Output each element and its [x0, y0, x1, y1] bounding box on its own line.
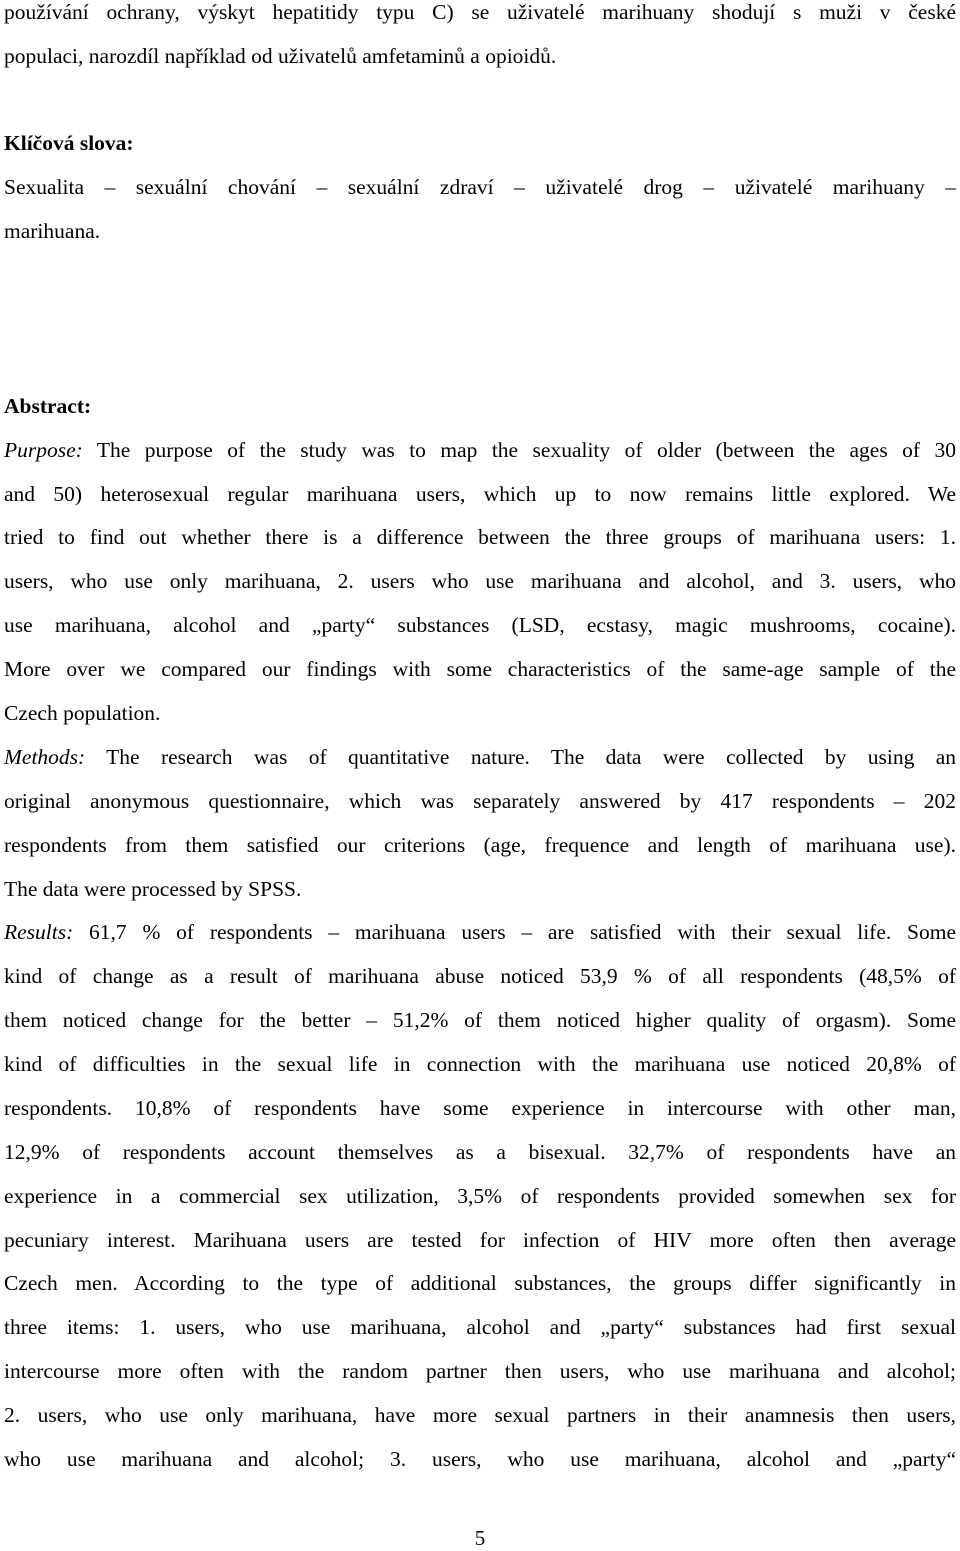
- methods-label: Methods:: [4, 745, 86, 769]
- purpose-line-7: Czech population.: [4, 701, 161, 725]
- results-text-1: 61,7 % of respondents – marihuana users – are satisfied with their sexual life. Some: [73, 920, 956, 944]
- results-line-6: 12,9% of respondents account themselves as a bisexual. 32,7% of respondents have an: [4, 1140, 956, 1164]
- methods-line-1: [4, 745, 956, 770]
- results-line-8: pecuniary interest. Marihuana users are tested for infection of HIV more often then average: [4, 1228, 956, 1252]
- purpose-line-4: users, who use only marihuana, 2. users who use marihuana and alcohol, and 3. users, who: [4, 569, 956, 593]
- abstract-heading: Abstract:: [4, 394, 92, 418]
- results-line-3: them noticed change for the better – 51,2% of them noticed higher quality of orgasm). Some: [4, 1008, 956, 1032]
- keywords-line-1: Sexualita – sexuální chování – sexuální zdraví – uživatelé drog – uživatelé marihuany –: [4, 175, 956, 199]
- results-line-7: experience in a commercial sex utilization, 3,5% of respondents provided somewhen sex for: [4, 1184, 956, 1208]
- methods-line-3: respondents from them satisfied our criterions (age, frequence and length of marihuana use).: [4, 833, 956, 857]
- purpose-line-3: tried to find out whether there is a difference between the three groups of marihuana users: 1.: [4, 525, 956, 549]
- purpose-line-6: More over we compared our findings with some characteristics of the same-age sample of the: [4, 657, 956, 681]
- methods-text-1: The research was of quantitative nature. The data were collected by using an: [85, 745, 956, 769]
- results-line-1: [4, 920, 956, 945]
- intro-line-1: používání ochrany, výskyt hepatitidy typu C) se uživatelé marihuany shodují s muži v české: [4, 0, 956, 24]
- purpose-line-1: [4, 438, 956, 463]
- results-line-12: 2. users, who use only marihuana, have more sexual partners in their anamnesis then users,: [4, 1403, 956, 1427]
- keywords-heading: Klíčová slova:: [4, 131, 134, 155]
- results-line-9: Czech men. According to the type of additional substances, the groups differ significantly in: [4, 1271, 956, 1295]
- page-number: 5: [474, 1526, 486, 1550]
- methods-line-4: The data were processed by SPSS.: [4, 877, 302, 901]
- purpose-line-5: use marihuana, alcohol and „party“ substances (LSD, ecstasy, magic mushrooms, cocaine).: [4, 613, 956, 637]
- results-label: Results:: [4, 920, 74, 944]
- results-line-4: kind of difficulties in the sexual life in connection with the marihuana use noticed 20,8% of: [4, 1052, 956, 1076]
- intro-line-2: populaci, narozdíl například od uživatelů amfetaminů a opioidů.: [4, 44, 557, 68]
- purpose-text-1: The purpose of the study was to map the sexuality of older (between the ages of 30: [82, 438, 956, 462]
- results-line-2: kind of change as a result of marihuana abuse noticed 53,9 % of all respondents (48,5% of: [4, 964, 956, 988]
- methods-line-2: original anonymous questionnaire, which was separately answered by 417 respondents – 202: [4, 789, 956, 813]
- results-line-5: respondents. 10,8% of respondents have some experience in intercourse with other man,: [4, 1096, 956, 1120]
- keywords-line-2: marihuana.: [4, 219, 101, 243]
- purpose-label: Purpose:: [4, 438, 83, 462]
- results-line-10: three items: 1. users, who use marihuana, alcohol and „party“ substances had first sexual: [4, 1315, 956, 1339]
- results-line-11: intercourse more often with the random partner then users, who use marihuana and alcohol;: [4, 1359, 956, 1383]
- results-line-13: who use marihuana and alcohol; 3. users, who use marihuana, alcohol and „party“: [4, 1447, 956, 1471]
- purpose-line-2: and 50) heterosexual regular marihuana users, which up to now remains little explored. We: [4, 482, 956, 506]
